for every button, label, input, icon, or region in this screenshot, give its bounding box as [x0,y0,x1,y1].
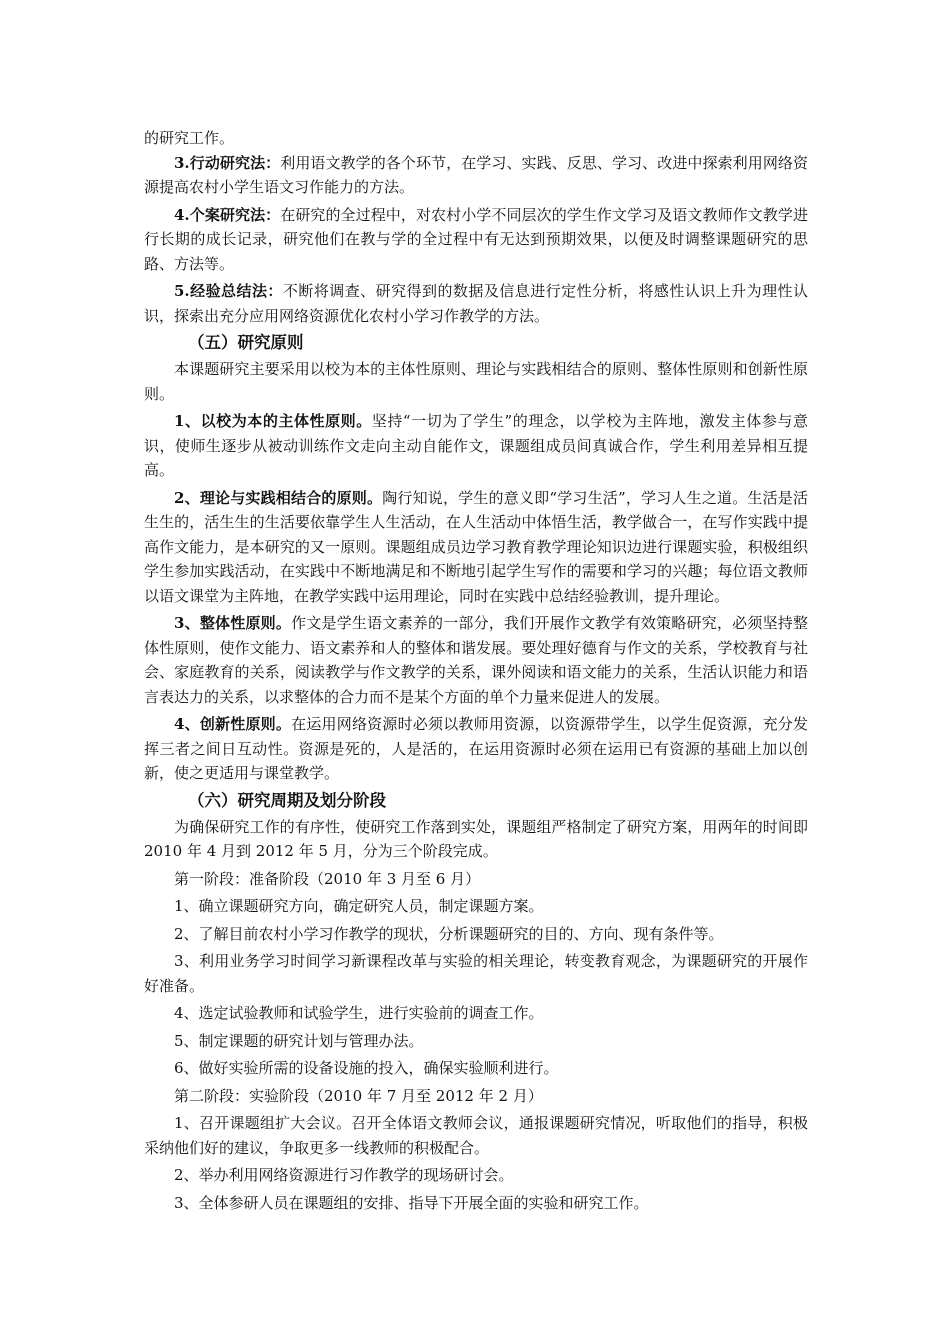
principle-theory-practice [144,486,808,609]
principle-text: 作文是学生语文素养的一部分，我们开展作文教学有效策略研究，必须坚持整体性原则，使作文能力、语文素养和人的整体和谐发展。要处理好德育与作文的关系，学校教育与社会、家庭教育的关系，阅读教学与作文教学的关系，课外阅读和语文能力的关系，生活认识能力和语言表达力的关系，以求整体的合力而不是某个方面的单个力量来促进人的发展。 [144,614,808,706]
principles-intro: 本课题研究主要采用以校为本的主体性原则、理论与实践相结合的原则、整体性原则和创新性原则。 [144,360,808,403]
stage-2-item: 1、召开课题组扩大会议。召开全体语文教师会议，通报课题研究情况，听取他们的指导，积极采纳他们好的建议，争取更多一线教师的积极配合。 [144,1114,808,1157]
stage-2-item: 3、全体参研人员在课题组的安排、指导下开展全面的实验和研究工作。 [174,1193,649,1212]
stage-1-item: 4、选定试验教师和试验学生，进行实验前的调查工作。 [174,1004,544,1022]
principle-school-based [144,409,808,483]
principle-label: 4、创新性原则。 [174,715,292,733]
principle-text: 坚持“一切为了学生”的理念，以学校为主阵地，激发主体参与意识，使师生逐步从被动训练作文走向主动自能作文，课题组成员间真诚合作，学生利用差异相互提高。 [144,412,808,479]
section-heading-principles: （五）研究原则 [188,333,304,352]
stage-1-item: 6、做好实验所需的设备设施的投入，确保实验顺利进行。 [174,1059,559,1077]
principle-text: 陶行知说，学生的意义即“学习生活”，学习人生之道。生活是活生生的，活生生的生活要依靠学生人生活动，在人生活动中体悟生活，教学做合一，在写作实践中提高作文能力，是本研究的又一原则。课题组成员边学习教育教学理论知识边进行课题实验，积极组织学生参加实践活动，在实践中不断地满足和不断地引起学生写作的需要和学习的兴趣；每位语文教师以语文课堂为主阵地，在教学实践中运用理论，同时在实践中总结经验教训，提升理论。 [144,488,808,605]
paragraph-continuation: 的研究工作。 [144,129,235,147]
stage-1-item: 5、制定课题的研究计划与管理办法。 [174,1031,424,1050]
stage-1-item: 2、了解目前农村小学习作教学的现状，分析课题研究的目的、方向、现有条件等。 [174,924,724,943]
stage-2-item: 2、举办利用网络资源进行习作教学的现场研讨会。 [174,1166,514,1184]
stage-1-item: 3、利用业务学习时间学习新课程改革与实验的相关理论，转变教育观念，为课题研究的开展作好准备。 [144,952,808,995]
principle-innovation [144,712,808,786]
principle-label: 3、整体性原则。 [174,614,292,632]
method-text: 在研究的全过程中，对农村小学不同层次的学生作文学习及语文教师作文教学进行长期的成长记录，研究他们在教与学的全过程中有无达到预期效果，以便及时调整课题研究的思路、方法等。 [144,205,808,273]
stage-1-heading: 第一阶段：准备阶段（2010 年 3 月至 6 月） [174,869,481,888]
method-case-study [144,203,808,277]
method-label: 4.个案研究法： [174,205,281,224]
principle-holistic [144,611,808,709]
method-text: 不断将调查、研究得到的数据及信息进行定性分析，将感性认识上升为理性认识，探索出充分应用网络资源优化农村小学习作教学的方法。 [144,282,808,325]
stages-intro: 为确保研究工作的有序性，使研究工作落到实处，课题组严格制定了研究方案，用两年的时间即 2010 年 4 月到 2012 年 5 月，分为三个阶段完成。 [144,817,808,860]
method-label: 3.行动研究法： [174,153,281,172]
method-label: 5.经验总结法： [174,282,283,300]
stage-2-heading: 第二阶段：实验阶段（2010 年 7 月至 2012 年 2 月） [174,1086,543,1105]
document-page [144,126,808,1215]
method-text: 利用语文教学的各个环节，在学习、实践、反思、学习、改进中探索利用网络资源提高农村小学生语文习作能力的方法。 [144,153,808,196]
method-experience-summary [144,279,808,328]
principle-label: 1、以校为本的主体性原则。 [174,412,372,430]
method-action-research [144,151,808,200]
section-heading-stages: （六）研究周期及划分阶段 [188,790,386,810]
principle-label: 2、理论与实践相结合的原则。 [174,488,383,507]
principle-text: 在运用网络资源时必须以教师用资源，以资源带学生，以学生促资源，充分发挥三者之间日互动性。资源是死的，人是活的，在运用资源时必须在运用已有资源的基础上加以创新，使之更适用与课堂教学。 [144,715,808,782]
stage-1-item: 1、确立课题研究方向，确定研究人员，制定课题方案。 [174,897,544,915]
